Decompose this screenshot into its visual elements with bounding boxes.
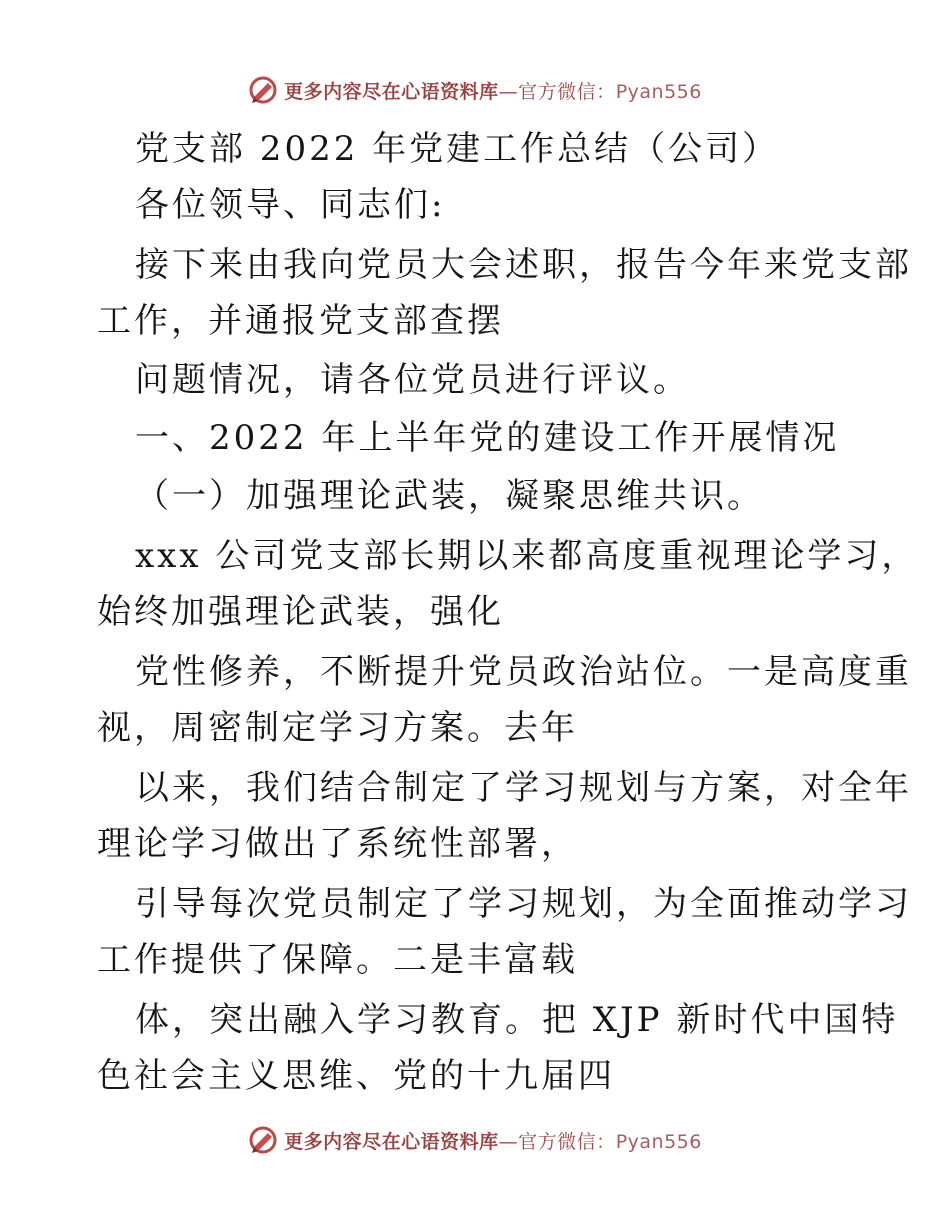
paragraph-line: 以来，我们结合制定了学习规划与方案，对全年 bbox=[135, 768, 912, 808]
banner-dash: — bbox=[498, 80, 519, 103]
paragraph-line: 理论学习做出了系统性部署， bbox=[97, 824, 578, 864]
subsection-heading: （一）加强理论武装，凝聚思维共识。 bbox=[135, 476, 764, 516]
paragraph-line: 问题情况，请各位党员进行评议。 bbox=[135, 360, 690, 400]
paragraph-line: 色社会主义思维、党的十九届四 bbox=[97, 1056, 615, 1096]
paragraph-line: xxx 公司党支部长期以来都高度重视理论学习， bbox=[135, 536, 919, 576]
banner-wechat-label: 官方微信： bbox=[518, 80, 616, 103]
pen-logo-icon bbox=[248, 1125, 278, 1155]
banner-wechat-label: 官方微信： bbox=[518, 1130, 616, 1153]
paragraph-line: 工作，并通报党支部查摆 bbox=[97, 301, 504, 341]
paragraph-line: 工作提供了保障。二是丰富载 bbox=[97, 940, 578, 980]
banner-wechat-id: Pyan556 bbox=[615, 1130, 702, 1153]
paragraph-line: 始终加强理论武装，强化 bbox=[97, 592, 504, 632]
footer-banner bbox=[0, 1120, 950, 1160]
section-heading: 一、2022 年上半年党的建设工作开展情况 bbox=[135, 418, 840, 458]
paragraph-line: 体，突出融入学习教育。把 XJP 新时代中国特 bbox=[135, 1000, 899, 1040]
paragraph-line: 接下来由我向党员大会述职，报告今年来党支部 bbox=[135, 245, 912, 285]
banner-title: 更多内容尽在心语资料库 bbox=[284, 1130, 499, 1153]
banner-title: 更多内容尽在心语资料库 bbox=[284, 80, 499, 103]
banner-dash: — bbox=[498, 1130, 519, 1153]
banner-wechat-id: Pyan556 bbox=[615, 80, 702, 103]
paragraph-line: 引导每次党员制定了学习规划，为全面推动学习 bbox=[135, 884, 912, 924]
document-title: 党支部 2022 年党建工作总结（公司） bbox=[135, 129, 780, 169]
salutation: 各位领导、同志们: bbox=[135, 185, 446, 225]
paragraph-line: 视，周密制定学习方案。去年 bbox=[97, 708, 578, 748]
paragraph-line: 党性修养，不断提升党员政治站位。一是高度重 bbox=[135, 652, 912, 692]
banner-text bbox=[284, 1127, 702, 1154]
